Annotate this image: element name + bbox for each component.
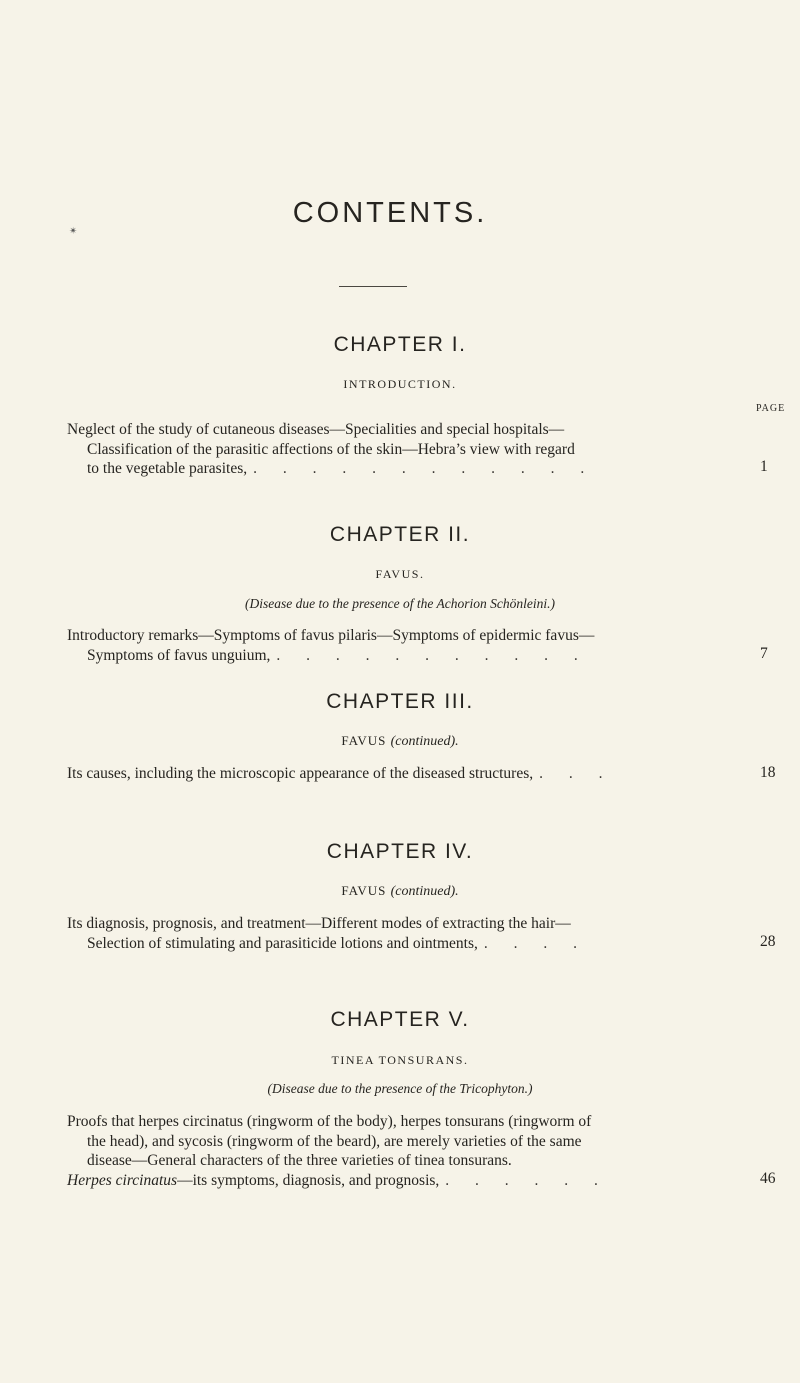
entry-line: Classification of the parasitic affections of the skin—Hebra’s view with regard <box>87 440 575 458</box>
chapter-title: CHAPTER IV. <box>326 840 474 863</box>
chapter-subtitle <box>0 883 800 900</box>
page-heading: CONTENTS. <box>292 197 488 229</box>
entry-line: Its causes, including the microscopic appearance of the diseased structures, <box>67 765 534 782</box>
chapter-title: CHAPTER I. <box>333 333 467 356</box>
page-number: 28 <box>760 933 776 950</box>
page-number: 18 <box>760 764 776 781</box>
entry-line: Proofs that herpes circinatus (ringworm of the body), herpes tonsurans (ringworm of <box>67 1113 592 1130</box>
entry-line: Its diagnosis, prognosis, and treatment—Different modes of extracting the hair— <box>67 915 571 932</box>
chapter-entry <box>67 626 739 665</box>
entry-italic-term: Herpes circinatus <box>67 1171 178 1189</box>
chapter-subtitle: INTRODUCTION. <box>343 377 457 391</box>
chapter-entry <box>67 914 739 953</box>
chapter-title: CHAPTER II. <box>329 523 471 546</box>
chapter-subtitle <box>0 733 800 750</box>
stray-mark: ✴ <box>69 226 78 237</box>
dot-leader: . . . <box>539 765 614 782</box>
chapter-subtitle-word: FAVUS <box>341 883 387 898</box>
entry-line: to the vegetable parasites, <box>87 460 248 477</box>
chapter-title: CHAPTER V. <box>330 1008 470 1031</box>
entry-line: Introductory remarks—Symptoms of favus pilaris—Symptoms of epidermic favus— <box>67 627 595 644</box>
chapter-subtitle-word: FAVUS <box>341 733 387 748</box>
chapter-entry <box>67 1112 739 1190</box>
chapter-subtitle-continued: (continued). <box>390 734 459 749</box>
dot-leader: . . . . . . . . . . . <box>276 646 589 664</box>
dot-leader: . . . . <box>483 934 589 952</box>
chapter-note: (Disease due to the presence of the Achorion Schönleini.) <box>244 596 556 611</box>
page-number: 46 <box>760 1170 776 1187</box>
entry-line: disease—General characters of the three varieties of tinea tonsurans. <box>87 1152 512 1169</box>
chapter-subtitle-continued: (continued). <box>390 884 459 899</box>
chapter-subtitle: TINEA TONSURANS. <box>331 1053 469 1067</box>
entry-line-rest: —its symptoms, diagnosis, and prognosis, <box>177 1171 440 1189</box>
entry-line: Neglect of the study of cutaneous diseases—Specialities and special hospitals— <box>67 421 565 438</box>
page-column-label: PAGE <box>756 403 786 414</box>
chapter-title: CHAPTER III. <box>326 690 474 713</box>
chapter-subtitle: FAVUS. <box>375 567 425 581</box>
chapter-entry <box>67 764 739 784</box>
chapter-note: (Disease due to the presence of the Tricophyton.) <box>267 1081 533 1096</box>
entry-line: Symptoms of favus unguium, <box>87 646 271 664</box>
entry-line: Selection of stimulating and parasiticide lotions and ointments, <box>87 934 478 952</box>
entry-line <box>67 1171 439 1191</box>
entry-line: the head), and sycosis (ringworm of the beard), are merely varieties of the same <box>87 1132 582 1150</box>
chapter-entry <box>67 420 739 479</box>
dot-leader: . . . . . . <box>445 1171 609 1189</box>
heading-rule <box>339 286 407 287</box>
dot-leader: . . . . . . . . . . . . <box>253 460 596 477</box>
page-number: 1 <box>760 458 768 475</box>
page-number: 7 <box>760 645 768 662</box>
